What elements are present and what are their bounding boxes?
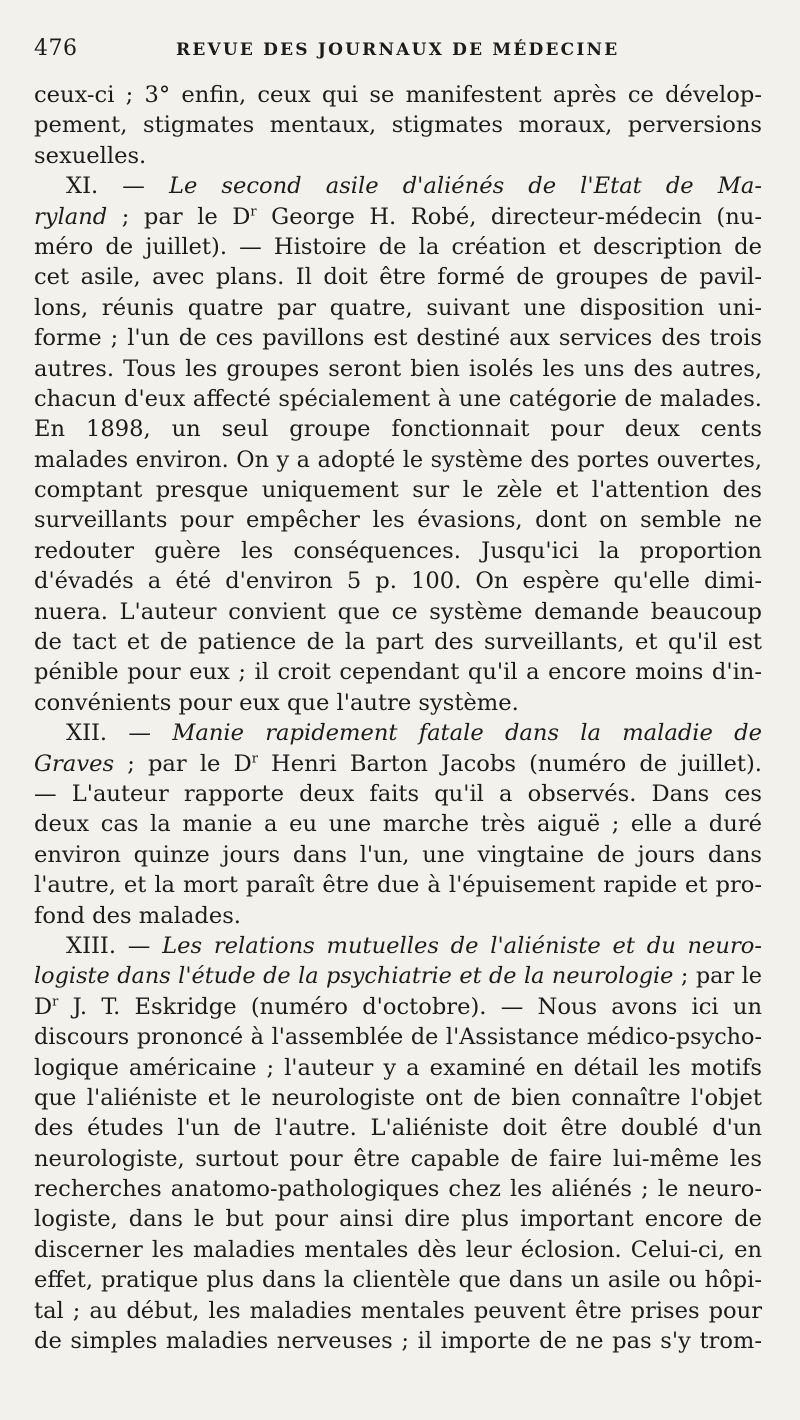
text-line: fond des malades. bbox=[34, 902, 241, 929]
text-line: que l'aliéniste et le neurologiste ont de bien connaître l'objet bbox=[34, 1084, 762, 1111]
text-line: sexuelles. bbox=[34, 142, 147, 169]
text-line: malades environ. On y a adopté le système des portes ouvertes, bbox=[34, 446, 762, 473]
text-line: chacun d'eux affecté spécialement à une catégorie de malades. bbox=[34, 385, 762, 412]
text-line: d'évadés a été d'environ 5 p. 100. On espère qu'elle dimi- bbox=[34, 568, 762, 595]
text-line: cet asile, avec plans. Il doit être formé de groupes de pavil- bbox=[34, 264, 762, 291]
running-title: REVUE DES JOURNAUX DE MÉDECINE bbox=[176, 40, 620, 60]
text-line: logiste dans l'étude de la psychiatrie et de la neurologie ; par le bbox=[34, 963, 762, 990]
text-line: En 1898, un seul groupe fonctionnait pour deux cents bbox=[34, 416, 762, 443]
text-line: tal ; au début, les maladies mentales peuvent être prises pour bbox=[34, 1297, 762, 1324]
text-line: Graves ; par le $D^r$ Henri Barton Jacobs (numéro de juillet). bbox=[34, 750, 762, 777]
text-line: logiste, dans le but pour ainsi dire plus important encore de bbox=[34, 1206, 762, 1233]
text-line: effet, pratique plus dans la clientèle que dans un asile ou hôpi- bbox=[34, 1267, 762, 1294]
text-line: redouter guère les conséquences. Jusqu'ici la proportion bbox=[34, 537, 762, 564]
text-line: méro de juillet). — Histoire de la création et description de bbox=[34, 233, 762, 260]
text-line: comptant presque uniquement sur le zèle et l'attention des bbox=[34, 477, 762, 504]
text-line: deux cas la manie a eu une marche très aiguë ; elle a duré bbox=[34, 811, 762, 838]
text-line: surveillants pour empêcher les évasions, dont on semble ne bbox=[34, 507, 762, 534]
text-line: forme ; l'un de ces pavillons est destiné aux services des trois bbox=[34, 325, 762, 352]
text-line: $D^r$ J. T. Eskridge (numéro d'octobre). — Nous avons ici un bbox=[34, 993, 762, 1020]
text-line: nuera. L'auteur convient que ce système demande beaucoup bbox=[34, 598, 762, 625]
text-line: ryland ; par le $D^r$ George H. Robé, directeur-médecin (nu- bbox=[34, 203, 762, 230]
text-line: autres. Tous les groupes seront bien isolés les uns des autres, bbox=[34, 355, 762, 382]
text-line: — L'auteur rapporte deux faits qu'il a observés. Dans ces bbox=[34, 780, 762, 807]
section-heading-xiii: XIII. — Les relations mutuelles de l'aliéniste et du neuro- bbox=[66, 932, 763, 959]
text-line: ceux-ci ; 3° enfin, ceux qui se manifestent après ce dévelop- bbox=[34, 82, 762, 108]
body-text bbox=[34, 80, 762, 1356]
text-line: pement, stigmates mentaux, stigmates moraux, perversions bbox=[34, 112, 762, 139]
text-line: discerner les maladies mentales dès leur éclosion. Celui-ci, en bbox=[34, 1236, 762, 1263]
section-heading-xii: XII. — Manie rapidement fatale dans la maladie de bbox=[66, 720, 762, 747]
page-header bbox=[34, 36, 774, 66]
text-line: convénients pour eux que l'autre système. bbox=[34, 689, 519, 716]
page-number: 476 bbox=[34, 36, 78, 61]
text-line: lons, réunis quatre par quatre, suivant une disposition uni- bbox=[34, 294, 762, 321]
text-line: des études l'un de l'autre. L'aliéniste doit être doublé d'un bbox=[34, 1115, 762, 1142]
text-line: environ quinze jours dans l'un, une vingtaine de jours dans bbox=[34, 841, 762, 868]
text-line: pénible pour eux ; il croit cependant qu'il a encore moins d'in- bbox=[34, 659, 762, 686]
text-line: l'autre, et la mort paraît être due à l'épuisement rapide et pro- bbox=[34, 872, 762, 899]
section-heading-xi: XI. — Le second asile d'aliénés de l'Etat de Ma- bbox=[66, 173, 762, 200]
text-line: de simples maladies nerveuses ; il importe de ne pas s'y trom- bbox=[34, 1328, 762, 1355]
text-line: logique américaine ; l'auteur y a examiné en détail les motifs bbox=[34, 1054, 762, 1081]
text-line: neurologiste, surtout pour être capable de faire lui-même les bbox=[34, 1145, 762, 1172]
text-line: de tact et de patience de la part des surveillants, et qu'il est bbox=[34, 629, 762, 656]
text-line: recherches anatomo-pathologiques chez les aliénés ; le neuro- bbox=[34, 1176, 762, 1203]
text-line: discours prononcé à l'assemblée de l'Assistance médico-psycho- bbox=[34, 1024, 762, 1051]
